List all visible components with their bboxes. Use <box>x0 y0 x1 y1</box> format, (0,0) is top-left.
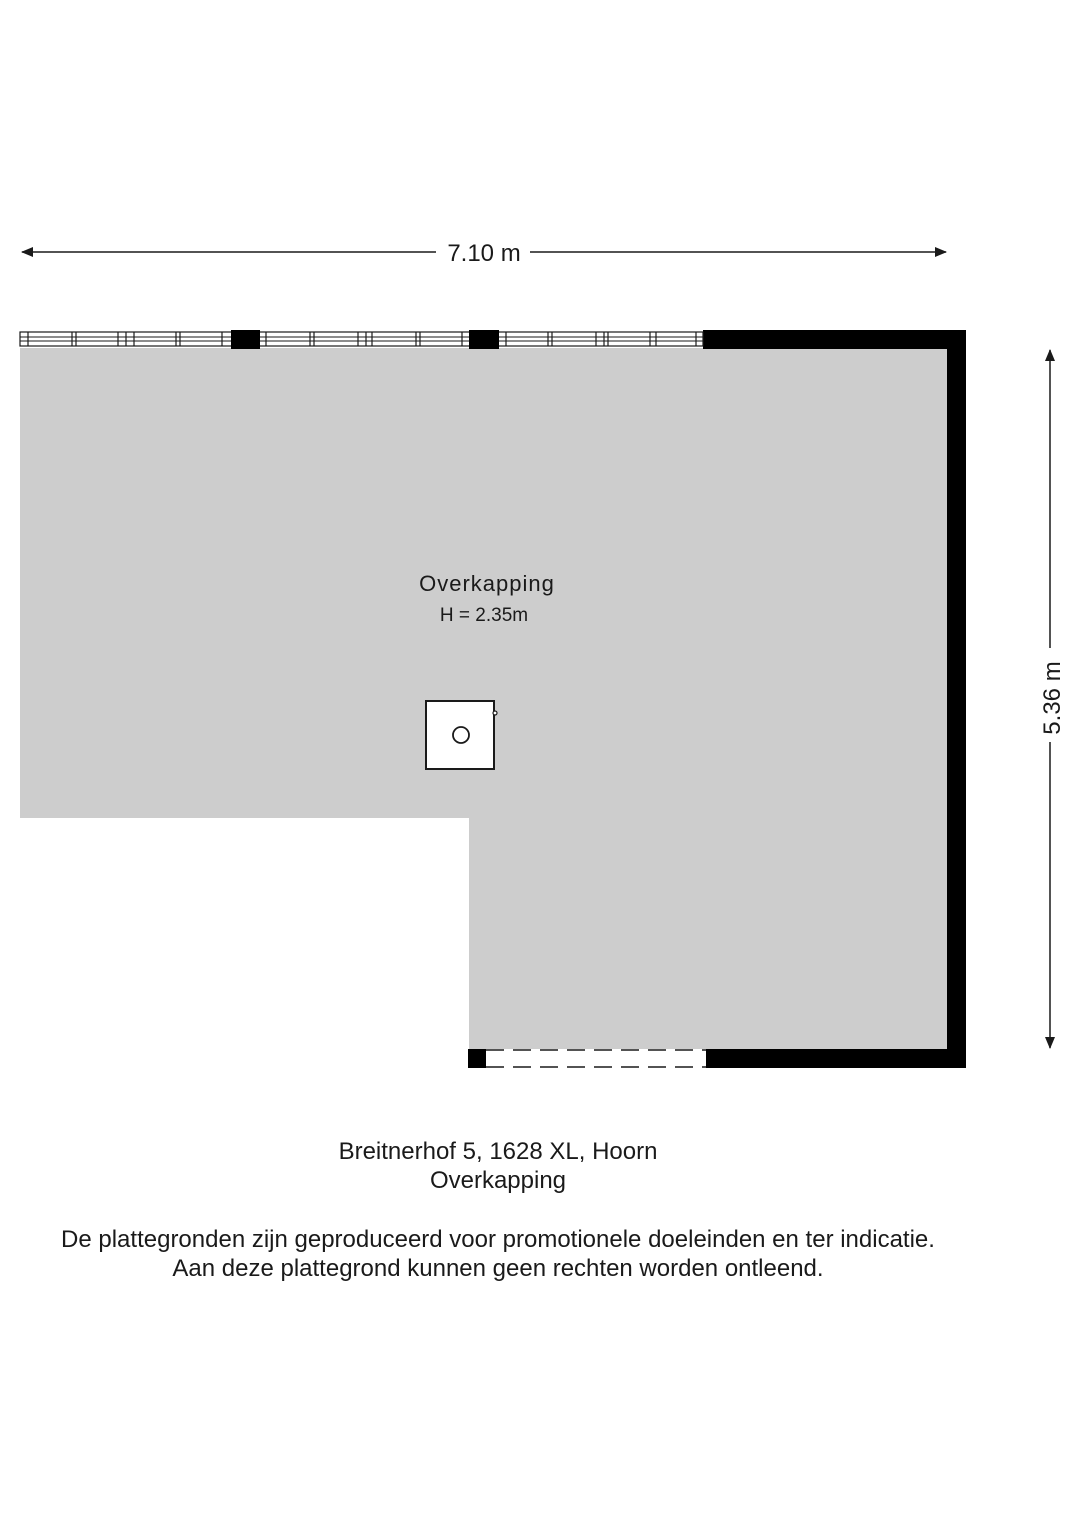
height-dimension-label: 5.36 m <box>1039 661 1066 735</box>
caption-address: Breitnerhof 5, 1628 XL, Hoorn <box>338 1138 658 1165</box>
room-name: Overkapping <box>419 571 555 596</box>
room-height: H = 2.35m <box>439 605 529 626</box>
floor-area <box>20 348 947 1049</box>
wall-bottom-left-stub <box>468 1049 486 1068</box>
height-dimension <box>1039 350 1066 1048</box>
disclaimer-line-1: De plattegronden zijn geproduceerd voor promotionele doeleinden en ter indicatie. <box>61 1226 935 1253</box>
fixture-icon <box>426 701 497 769</box>
disclaimer-line-2: Aan deze plattegrond kunnen geen rechten worden ontleend. <box>172 1255 824 1282</box>
pillar-1-overlay <box>231 330 260 349</box>
wall-top-right <box>703 330 966 349</box>
bottom-opening <box>486 1049 706 1068</box>
width-dimension <box>22 240 946 267</box>
window-railing <box>20 330 703 349</box>
width-dimension-label: 7.10 m <box>447 240 521 267</box>
fixture-drain <box>453 727 469 743</box>
fixture-tap <box>493 711 497 715</box>
wall-right <box>947 330 966 1068</box>
wall-bottom-right <box>706 1049 966 1068</box>
railing-frame <box>20 332 703 346</box>
opening-gap <box>486 1049 706 1068</box>
pillar-2-overlay <box>469 330 499 349</box>
caption-floor: Overkapping <box>429 1167 567 1194</box>
